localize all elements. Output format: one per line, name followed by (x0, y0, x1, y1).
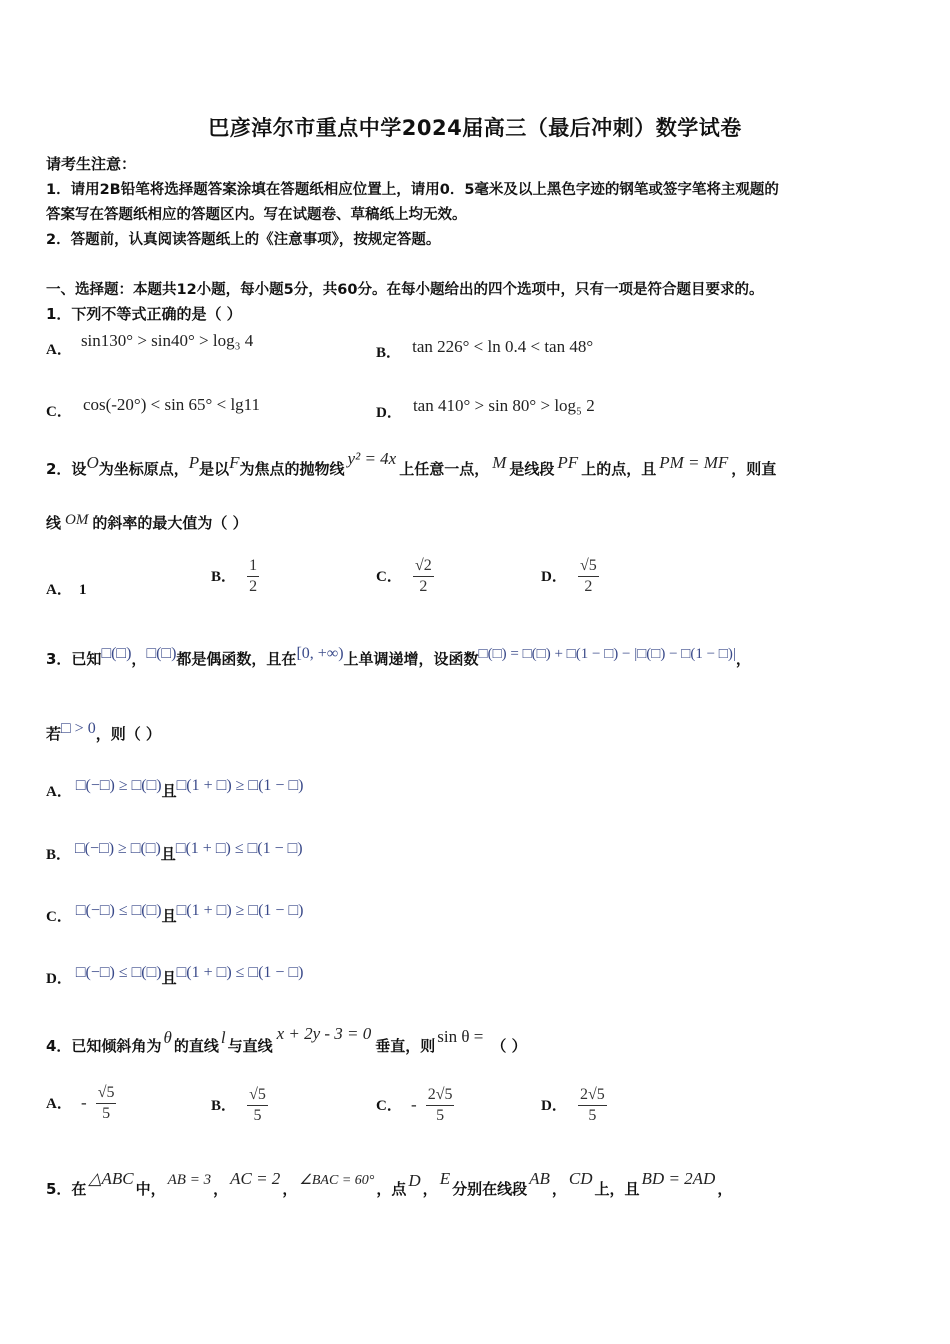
function-f: □(□) (101, 645, 132, 662)
q3-text: 上单调递增，设函数 (343, 650, 479, 668)
numerator: √5 (578, 556, 599, 577)
notice-line-1: 1．请用2B铅笔将选择题答案涂填在答题纸相应位置上，请用0．5毫米及以上黑色字迹的钢笔或签字笔将主观题的 (46, 182, 779, 198)
fraction (578, 556, 599, 597)
q5-text: ， (422, 1180, 438, 1198)
line-l: l (220, 1028, 226, 1047)
notice-line-3: 2．答题前，认真阅读答题纸上的《注意事项》，按规定答题。 (46, 232, 441, 248)
q3-option-c[interactable] (46, 902, 304, 926)
q5-text: ， (717, 1180, 733, 1198)
option-label: C． (376, 1098, 402, 1114)
option-label: D． (46, 971, 72, 987)
option-expr-right: □(1 + □) ≥ □(1 − □) (176, 902, 304, 919)
q3-stem-line-1 (46, 645, 751, 669)
q3-text: ， (131, 650, 147, 668)
denominator: 5 (436, 1107, 445, 1124)
notice-line-2: 答案写在答题纸相应的答题区内。写在试题卷、草稿纸上均无效。 (46, 207, 467, 223)
q2-text: 2．设 (46, 460, 87, 478)
option-expr: tan 410° > sin 80° > log₅ 2 (412, 396, 595, 415)
q4-option-c[interactable] (376, 1085, 454, 1126)
and-word: 且 (161, 969, 177, 987)
q2-text: 是以 (199, 460, 230, 478)
minus-sign: - (410, 1095, 417, 1114)
fraction (578, 1085, 607, 1126)
q1-option-d[interactable] (376, 396, 595, 422)
page-title: 巴彦淖尔市重点中学2024届高三（最后冲刺）数学试卷 (208, 116, 742, 140)
q4-text: 垂直，则 (375, 1037, 436, 1055)
q3-text: ， (735, 650, 751, 668)
condition-pm-mf: PM = MF (659, 453, 729, 472)
and-word: 且 (161, 782, 177, 800)
numerator: 2√5 (578, 1085, 607, 1106)
q5-text: ，点 (376, 1180, 407, 1198)
q3-option-a[interactable] (46, 777, 304, 801)
q2-text: 为焦点的抛物线 (239, 460, 345, 478)
function-big-f: □(□) = □(□) + □(1 − □) − |□(□) − □(1 − □)| (478, 646, 736, 662)
option-label: B． (211, 569, 237, 585)
minus-sign: - (80, 1093, 87, 1112)
fraction (96, 1083, 117, 1124)
interval: [0, +∞) (296, 645, 344, 662)
q4-text: 与直线 (227, 1037, 273, 1055)
numerator: 1 (247, 556, 259, 577)
point-p: P (188, 453, 200, 472)
fraction (247, 556, 259, 597)
condition-positive: □ > 0 (61, 720, 96, 737)
angle-bac: ∠BAC = 60° (299, 1173, 375, 1188)
option-label: D． (541, 1098, 567, 1114)
q3-text: 3．已知 (46, 650, 102, 668)
denominator: 5 (253, 1107, 262, 1124)
numerator: √5 (96, 1083, 117, 1104)
option-expr: cos(-20°) < sin 65° < lg11 (82, 395, 261, 414)
q3-text: 若 (46, 725, 62, 743)
q1-option-c[interactable] (46, 395, 261, 421)
length-ab: AB = 3 (167, 1172, 212, 1188)
denominator: 2 (249, 578, 258, 595)
point-d: D (408, 1171, 421, 1190)
q4-option-b[interactable] (211, 1085, 268, 1126)
q5-stem (46, 1169, 733, 1199)
q5-text: 5．在 (46, 1180, 87, 1198)
sin-theta: sin θ = (437, 1027, 484, 1046)
point-e: E (439, 1169, 451, 1188)
option-expr-left: □(−□) ≤ □(□) (75, 902, 162, 919)
numerator: 2√5 (426, 1085, 455, 1106)
option-expr-right: □(1 + □) ≥ □(1 − □) (176, 777, 304, 794)
option-expr: sin130° > sin40° > log₃ 4 (80, 331, 254, 350)
option-label: D． (376, 405, 402, 421)
option-expr: tan 226° < ln 0.4 < tan 48° (412, 337, 594, 356)
option-label: C． (46, 404, 72, 420)
fraction (426, 1085, 455, 1126)
q1-option-b[interactable] (376, 337, 594, 362)
q2-option-c[interactable] (376, 556, 434, 597)
fraction (247, 1085, 268, 1126)
point-o: O (86, 453, 99, 472)
q4-option-d[interactable] (541, 1085, 607, 1126)
q3-option-d[interactable] (46, 964, 304, 988)
q5-text: 分别在线段 (452, 1180, 528, 1198)
section-header: 一、选择题：本题共12小题，每小题5分，共60分。在每小题给出的四个选项中，只有一项是符合题目要求的。 (46, 282, 764, 298)
option-value: 1 (78, 582, 87, 598)
q2-text: 线 (46, 514, 62, 532)
q2-text: 上的点，且 (581, 460, 657, 478)
option-label: A． (46, 342, 72, 358)
option-expr-left: □(−□) ≤ □(□) (75, 964, 162, 981)
q1-option-a[interactable] (46, 331, 254, 359)
q2-text: 上任意一点， (399, 460, 490, 478)
triangle-abc: △ABC (88, 1169, 134, 1188)
option-expr-left: □(−□) ≥ □(□) (75, 777, 162, 794)
q3-option-b[interactable] (46, 840, 303, 864)
denominator: 2 (584, 578, 593, 595)
segment-cd: CD (568, 1169, 593, 1188)
denominator: 5 (102, 1105, 111, 1122)
option-label: A． (46, 582, 72, 598)
line-om: OM (65, 512, 89, 528)
option-label: B． (46, 847, 72, 863)
option-label: C． (376, 569, 402, 585)
q2-text: 是线段 (509, 460, 555, 478)
function-g: □(□) (146, 645, 177, 662)
notice-heading: 请考生注意： (46, 155, 137, 173)
q5-text: ， (213, 1180, 229, 1198)
segment-pf: PF (557, 453, 579, 472)
q2-stem-line-2 (46, 512, 248, 533)
option-label: B． (211, 1098, 237, 1114)
option-label: C． (46, 909, 72, 925)
point-m: M (492, 453, 507, 472)
option-expr-right: □(1 + □) ≤ □(1 − □) (176, 964, 304, 981)
q5-text: 中， (135, 1180, 166, 1198)
q2-option-d[interactable] (541, 556, 599, 597)
parabola-eq: y² = 4x (347, 449, 397, 468)
q5-text: 上，且 (594, 1180, 640, 1198)
angle-theta: θ (163, 1028, 172, 1047)
q1-stem: 1．下列不等式正确的是（ ） (46, 305, 242, 323)
numerator: √2 (413, 556, 434, 577)
point-f: F (229, 453, 240, 472)
option-label: B． (376, 345, 402, 361)
length-ac: AC = 2 (230, 1169, 281, 1188)
q4-text: 的直线 (173, 1037, 219, 1055)
line-equation: x + 2y - 3 = 0 (276, 1024, 372, 1043)
denominator: 2 (419, 578, 428, 595)
q2-text: ，则直 (731, 460, 777, 478)
q4-stem (46, 1024, 527, 1056)
q2-stem-line-1 (46, 449, 777, 479)
q2-text: 为坐标原点， (98, 460, 189, 478)
q5-text: ， (551, 1180, 567, 1198)
q2-text: 的斜率的最大值为（ ） (92, 514, 248, 532)
q4-text: （ ） (491, 1037, 527, 1055)
q2-option-a[interactable] (46, 578, 86, 599)
q4-option-a[interactable] (46, 1083, 116, 1124)
relation-bd-ad: BD = 2AD (641, 1169, 716, 1188)
numerator: √5 (247, 1085, 268, 1106)
fraction (413, 556, 434, 597)
and-word: 且 (161, 907, 177, 925)
q2-option-b[interactable] (211, 556, 259, 597)
option-label: A． (46, 1096, 72, 1112)
option-expr-left: □(−□) ≥ □(□) (75, 840, 161, 857)
and-word: 且 (160, 845, 176, 863)
q5-text: ， (282, 1180, 298, 1198)
denominator: 5 (588, 1107, 597, 1124)
option-expr-right: □(1 + □) ≤ □(1 − □) (175, 840, 303, 857)
option-label: A． (46, 784, 72, 800)
segment-ab: AB (529, 1169, 550, 1188)
q3-stem-line-2 (46, 720, 161, 744)
q4-text: 4．已知倾斜角为 (46, 1037, 162, 1055)
q3-text: ，则（ ） (95, 725, 161, 743)
q3-text: 都是偶函数，且在 (176, 650, 297, 668)
option-label: D． (541, 569, 567, 585)
